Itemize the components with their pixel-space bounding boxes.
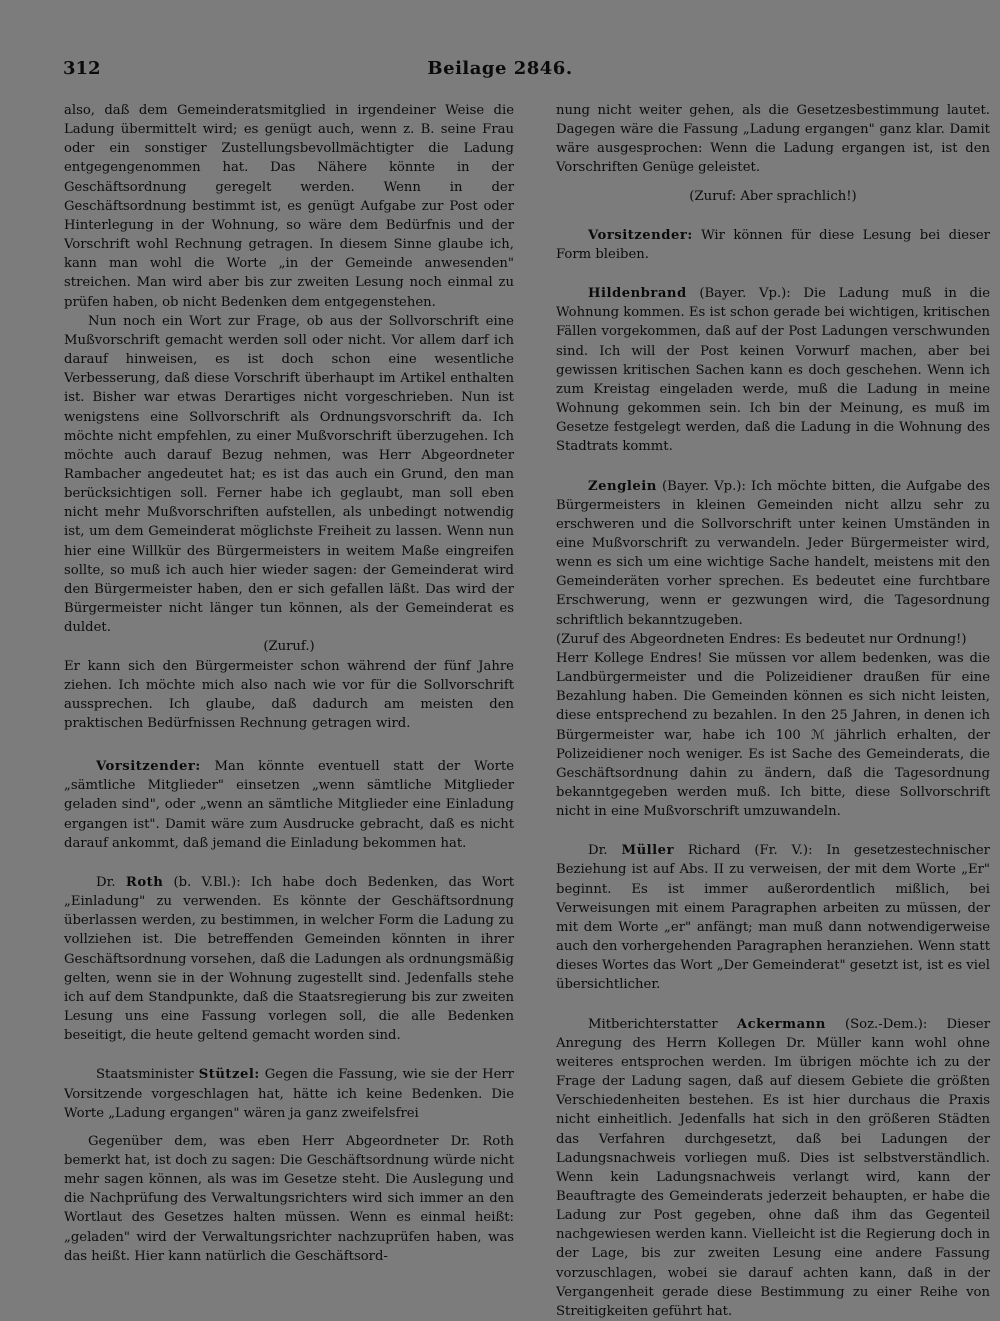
right-column bbox=[556, 101, 990, 1321]
speaker-title: Dr. bbox=[588, 843, 622, 859]
speaker-title: Dr. bbox=[96, 874, 126, 890]
paragraph: nung nicht weiter gehen, als die Gesetzesbestimmung lautet. Dagegen wäre die Fassung „Ladung ergangen" ganz klar. Damit wäre ausgesprochen: Wenn die Ladung ergangen ist, ist den Vorschriften Genüge geleistet. bbox=[556, 103, 990, 176]
speech-text: Wir können für diese Lesung bei dieser Form bleiben. bbox=[556, 227, 990, 262]
speech-text: (Bayer. Vp.): Die Ladung muß in die Wohnung kommen. Es ist schon gerade bei wichtigen, kritischen Fällen vorgekommen, daß auf der Post Ladungen verschwunden sind. Ich will der Post keinen Vorwurf machen, aber bei gewissen kritischen Sachen kann es doch geschehen. Wenn ich zum Kreistag eingeladen werde, muß die Ladung in meine Wohnung gekommen sein. Ich bin der Meinung, es muß im Gesetze festgelegt werden, daß die Ladung in die Wohnung des Stadtrats kommt. bbox=[556, 286, 990, 455]
interjection: (Zuruf.) bbox=[263, 639, 315, 655]
paragraph: Er kann sich den Bürgermeister schon während der fünf Jahre ziehen. Ich möchte mich also nach wie vor für die Sollvorschrift aussprechen. Ich glaube, daß dadurch am meisten den praktischen Bedürfnissen Rechnung getragen wird. bbox=[64, 658, 514, 731]
interjection: (Zuruf: Aber sprachlich!) bbox=[689, 188, 857, 204]
left-column bbox=[64, 101, 514, 1266]
speaker-name: Vorsitzender: bbox=[96, 759, 201, 775]
speech-text: (Bayer. Vp.): Ich möchte bitten, die Aufgabe des Bürgermeisters in kleinen Gemeinden nicht allzu sehr zu erschweren und die Sollvorschrift unter keinen Umständen in eine Mußvorschrift zu verwandeln. Jeder Bürgermeister wird, wenn es sich um eine wichtige Sache handelt, meistens mit den Gemeinderäten vorher sprechen. Es bedeutet eine furchtbare Erschwerung, wenn er gezwungen wird, die Tagesordnung schriftlich bekanntzugeben. bbox=[556, 478, 990, 628]
speech-text: (b. V.Bl.): Ich habe doch Bedenken, das Wort „Einladung" zu verwenden. Es könnte der Geschäftsordnung überlassen werden, zu bestimmen, in welcher Form die Ladung zu vollziehen ist. Die betreffenden Gemeinden könnten in ihrer Geschäftsordnung vorsehen, daß die Ladungen als ordnungsmäßig gelten, wenn sie in der Wohnung zugestellt sind. Jedenfalls stehe ich auf dem Standpunkte, daß die Staatsregierung bis zur zweiten Lesung uns eine Fassung vorlegen soll, die alle Bedenken beseitigt, die heute geltend gemacht worden sind. bbox=[64, 874, 514, 1044]
page-title: Beilage 2846. bbox=[427, 58, 573, 79]
speaker-name: Vorsitzender: bbox=[588, 227, 693, 243]
paragraph: Gegenüber dem, was eben Herr Abgeordneter Dr. Roth bemerkt hat, ist doch zu sagen: Die Geschäftsordnung würde nicht mehr sagen können, als was im Gesetze steht. Die Auslegung und die Nachprüfung des Verwaltungsrichters wird sich immer an den Wortlaut des Gesetzes halten müssen. Wenn es einmal heißt: „geladen" wird der Verwaltungsrichter nachzuprüfen haben, was das heißt. Hier kann natürlich die Geschäftsord- bbox=[64, 1133, 514, 1264]
speech-hildenbrand bbox=[556, 284, 990, 456]
speaker-title: Staatsminister bbox=[96, 1067, 199, 1083]
speaker-name: Müller bbox=[621, 843, 675, 859]
speech-roth bbox=[64, 873, 514, 1045]
speaker-name: Stützel: bbox=[198, 1067, 260, 1083]
speech-text: Man könnte eventuell statt der Worte „sämtliche Mitglieder" einsetzen „wenn sämtliche Mitglieder geladen sind", oder „wenn an sämtliche Mitglieder eine Einladung ergangen ist". Damit wäre zum Ausdrucke gebracht, daß es nicht darauf ankommt, daß jemand die Einladung bekommen hat. bbox=[64, 759, 514, 851]
speaker-name: Hildenbrand bbox=[588, 286, 687, 302]
speech-text: Richard (Fr. V.): In gesetzestechnischer Beziehung ist auf Abs. II zu verweisen, der mit dem Worte „Er" beginnt. Es ist immer außerordentlich mißlich, bei Verweisungen mit einem Paragraphen arbeiten zu müssen, der mit dem Worte „er" anfängt; man muß dann notwendigerweise auch den vorhergehenden Paragraphen heranziehen. Wenn statt dieses Wortes das Wort „Der Gemeinderat" gesetzt ist, ist es viel übersichtlicher. bbox=[556, 843, 990, 993]
speech-text: Gegen die Fassung, wie sie der Herr Vorsitzende vorgeschlagen hat, hätte ich keine Bedenken. Die Worte „Ladung ergangen" wären ja ganz zweifelsfrei bbox=[64, 1067, 514, 1121]
interjection: (Zuruf des Abgeordneten Endres: Es bedeutet nur Ordnung!) bbox=[556, 631, 967, 647]
page-header bbox=[0, 58, 1000, 84]
speaker-name: Zenglein bbox=[588, 478, 657, 494]
speaker-title: Mitberichterstatter bbox=[588, 1016, 737, 1032]
speech-zenglein bbox=[556, 477, 990, 630]
paragraph: also, daß dem Gemeinderatsmitglied in irgendeiner Weise die Ladung übermittelt wird; es genügt auch, wenn z. B. seine Frau oder ein sonstiger Zustellungsbevollmächtigter die Ladung entgegengenommen hat. Das Nähere könnte in der Geschäftsordnung geregelt werden. Wenn in der Geschäftsordnung bestimmt ist, es genügt Aufgabe zur Post oder Hinterlegung in der Wohnung, so wäre dem Bedürfnis und der Vorschrift wohl Rechnung getragen. In diesem Sinne glaube ich, kann man wohl die Worte „in der Gemeinde anwesenden" streichen. Man wird aber bis zur zweiten Lesung noch einmal zu prüfen haben, ob nicht Bedenken dem entgegenstehen. bbox=[64, 103, 514, 310]
speech-vorsitzender bbox=[64, 757, 514, 853]
speech-text: (Soz.-Dem.): Dieser Anregung des Herrn Kollegen Dr. Müller kann wohl ohne weiteres entsprochen werden. Im übrigen möchte ich zu der Frage der Ladung sagen, daß auf diesem Gebiete die größten Verschiedenheiten bestehen. Es ist hier durchaus die Praxis nicht einheitlich. Jedenfalls hat sich in den größeren Städten das Verfahren durchgesetzt, daß bei Ladungen der Ladungsnachweis vorliegen muß. Dies ist selbstverständlich. Wenn kein Ladungsnachweis verlangt wird, kann der Beauftragte des Gemeinderats jederzeit behaupten, er habe die Ladung zur Post gegeben, ohne daß ihm das Gegenteil nachgewiesen werden kann. Vielleicht ist die Regierung doch in der Lage, bis zur zweiten Lesung eine andere Fassung vorzuschlagen, wobei sie darauf achten kann, daß in der Vergangenheit gerade diese Bestimmung zu einer Reihe von Streitigkeiten geführt hat. bbox=[556, 1016, 991, 1319]
speaker-name: Roth bbox=[125, 874, 164, 890]
paragraph: Herr Kollege Endres! Sie müssen vor allem bedenken, was die Landbürgermeister und die Polizeidiener draußen für eine Bezahlung haben. Die Gemeinden können es sich nicht leisten, diese entsprechend zu bezahlen. In den 25 Jahren, in denen ich Bürgermeister war, habe ich 100 ℳ jährlich erhalten, der Polizeidiener noch weniger. Es ist Sache des Gemeinderats, die Geschäftsordnung dahin zu ändern, daß die Tagesordnung bekanntgegeben werden muß. Ich bitte, diese Sollvorschrift nicht in eine Mußvorschrift umzuwandeln. bbox=[556, 650, 990, 820]
speech-ackermann bbox=[556, 1015, 990, 1321]
speech-vorsitzender bbox=[556, 226, 990, 264]
page-number: 312 bbox=[63, 58, 101, 79]
speaker-name: Ackermann bbox=[736, 1016, 826, 1032]
paragraph: Nun noch ein Wort zur Frage, ob aus der Sollvorschrift eine Mußvorschrift gemacht werden soll oder nicht. Vor allem darf ich darauf hinweisen, es ist doch schon eine wesentliche Verbesserung, daß diese Vorschrift überhaupt im Artikel enthalten ist. Bisher war etwas Derartiges nicht vorgeschrieben. Nun ist wenigstens eine Sollvorschrift als Ordnungsvorschrift da. Ich möchte nicht empfehlen, zu einer Mußvorschrift überzugehen. Ich möchte auch darauf Bezug nehmen, was Herr Abgeordneter Rambacher angedeutet hat; es ist das auch ein Grund, den man berücksichtigen soll. Ferner habe ich geglaubt, man soll eben nicht mehr Mußvorschriften aufstellen, als unbedingt notwendig ist, um dem Gemeinderat möglichste Freiheit zu lassen. Wenn nun hier eine Willkür des Bürgermeisters in weitem Maße eingreifen sollte, so muß ich auch hier wieder sagen: der Gemeinderat wird den Bürgermeister haben, den er sich gefallen läßt. Das wird der Bürgermeister nicht länger tun können, als der Gemeinderat es duldet. bbox=[64, 313, 514, 636]
speech-stuetzel bbox=[64, 1065, 514, 1122]
speech-mueller bbox=[556, 841, 990, 994]
